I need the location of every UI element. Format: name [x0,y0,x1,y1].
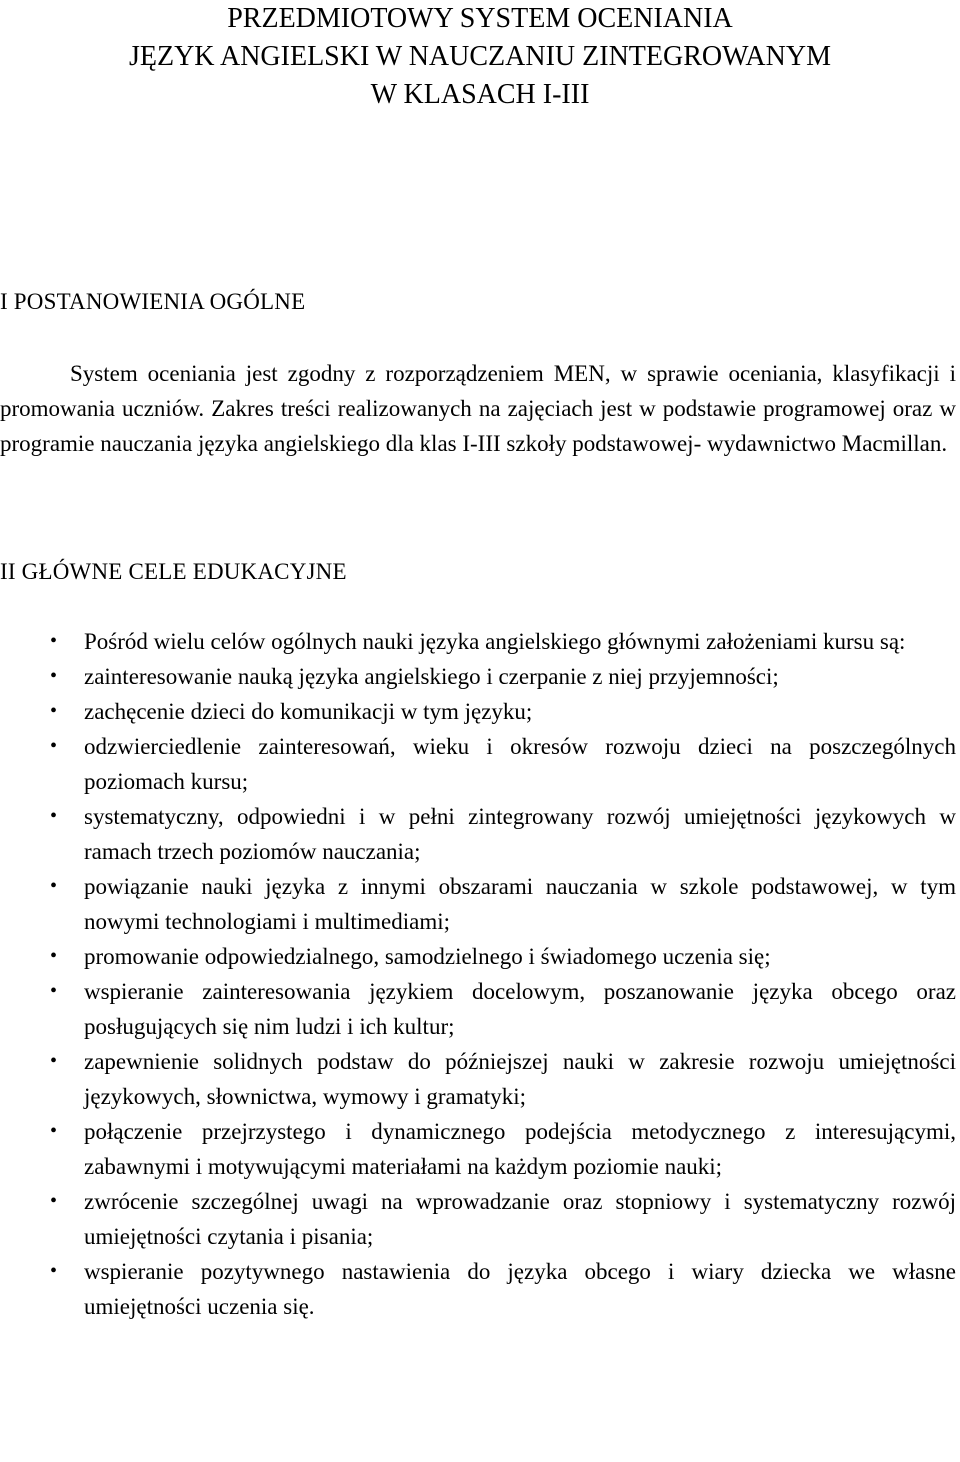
list-item-text: systematyczny, odpowiedni i w pełni zintegrowany rozwój umiejętności językowych w ramach trzech poziomów nauczania; [84,804,956,864]
list-item [0,624,956,659]
list-item-text: powiązanie nauki języka z innymi obszarami nauczania w szkole podstawowej, w tym nowymi technologiami i multimediami; [84,874,956,934]
general-provisions-paragraph [0,356,956,461]
list-item-text: wspieranie zainteresowania językiem docelowym, poszanowanie języka obcego oraz posługujących się nim ludzi i ich kultur; [84,979,956,1039]
bullet-icon: • [50,630,58,652]
list-item-text: połączenie przejrzystego i dynamicznego podejścia metodycznego z interesującymi, zabawnymi i motywującymi materiałami na każdym poziomie nauki; [84,1119,956,1179]
list-item-text: zwrócenie szczególnej uwagi na wprowadzanie oraz stopniowy i systematyczny rozwój umiejętności czytania i pisania; [84,1189,956,1249]
section-heading-general-provisions: I POSTANOWIENIA OGÓLNE [0,289,306,314]
list-item [0,799,956,869]
document-title [0,0,960,114]
list-item [0,1254,956,1324]
list-item [0,659,956,694]
list-item-text: Pośród wielu celów ogólnych nauki języka angielskiego głównymi założeniami kursu są: [84,629,906,654]
educational-goals-list [0,624,960,1324]
general-provisions-text: System oceniania jest zgodny z rozporządzeniem MEN, w sprawie oceniania, klasyfikacji i promowania uczniów. Zakres treści realizowanych na zajęciach jest w podstawie programowej oraz w programie nauczania języka angielskiego dla klas I-III szkoły podstawowej- wydawnictwo Macmillan. [0,361,956,456]
bullet-icon: • [50,980,58,1002]
list-item-text: zapewnienie solidnych podstaw do późniejszej nauki w zakresie rozwoju umiejętności językowych, słownictwa, wymowy i gramatyki; [84,1049,956,1109]
list-item-text: promowanie odpowiedzialnego, samodzielnego i świadomego uczenia się; [84,944,771,969]
bullet-icon: • [50,1260,58,1282]
bullet-icon: • [50,735,58,757]
list-item [0,1044,956,1114]
list-item [0,974,956,1044]
bullet-icon: • [50,945,58,967]
title-line-1: PRZEDMIOTOWY SYSTEM OCENIANIA [227,3,733,34]
bullet-icon: • [50,1050,58,1072]
list-item [0,694,956,729]
bullet-icon: • [50,1190,58,1212]
list-item-text: zainteresowanie nauką języka angielskiego i czerpanie z niej przyjemności; [84,664,779,689]
title-line-3: W KLASACH I-III [370,79,590,110]
bullet-icon: • [50,805,58,827]
list-item [0,729,956,799]
title-line-2: JĘZYK ANGIELSKI W NAUCZANIU ZINTEGROWANYM [128,41,831,72]
bullet-icon: • [50,700,58,722]
list-item [0,939,956,974]
bullet-icon: • [50,875,58,897]
bullet-icon: • [50,665,58,687]
list-item [0,1114,956,1184]
list-item [0,1184,956,1254]
list-item-text: wspieranie pozytywnego nastawienia do języka obcego i wiary dziecka we własne umiejętności uczenia się. [84,1259,956,1319]
list-item [0,869,956,939]
list-item-text: zachęcenie dzieci do komunikacji w tym języku; [84,699,533,724]
section-heading-educational-goals: II GŁÓWNE CELE EDUKACYJNE [0,559,347,584]
list-item-text: odzwierciedlenie zainteresowań, wieku i okresów rozwoju dzieci na poszczególnych poziomach kursu; [84,734,956,794]
bullet-icon: • [50,1120,58,1142]
